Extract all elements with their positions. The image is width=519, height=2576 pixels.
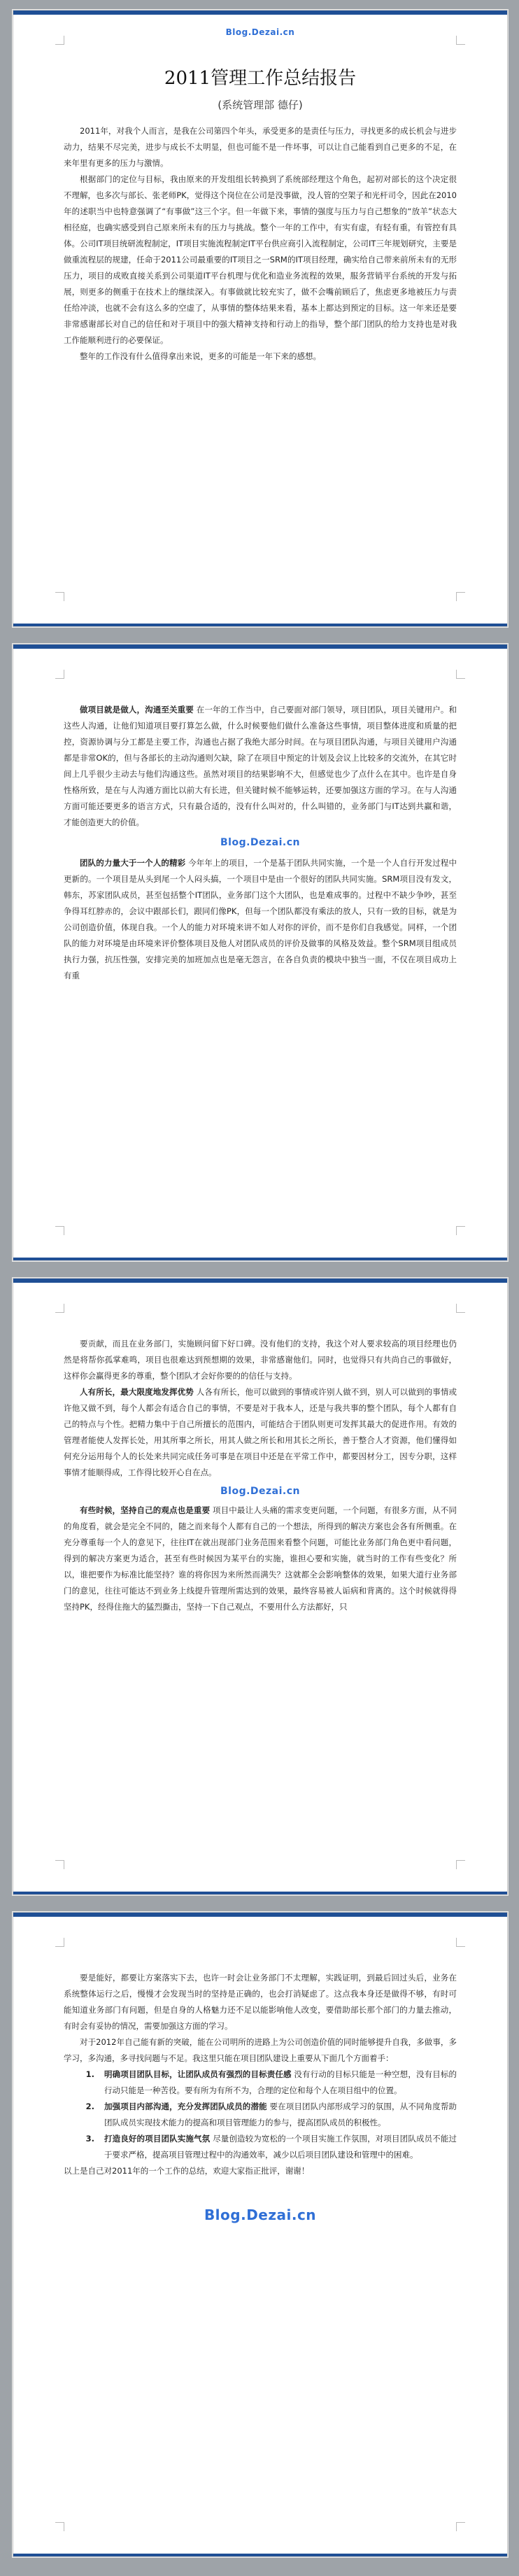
list-item-lead: 加强项目内部沟通，充分发挥团队成员的潜能 bbox=[104, 2102, 267, 2111]
list-item-lead: 明确项目团队目标，让团队成员有强烈的目标责任感 bbox=[104, 2069, 292, 2079]
list-item-number: 2. bbox=[85, 2102, 94, 2111]
list-item bbox=[64, 2067, 457, 2099]
watermark: Blog.Dezai.cn bbox=[220, 837, 301, 848]
paragraph bbox=[64, 1384, 457, 1481]
list-item-number: 1. bbox=[85, 2069, 94, 2079]
watermark: Blog.Dezai.cn bbox=[225, 27, 295, 37]
paragraph-text: 今年年上的项目，一个是基于团队共同实施，一个是一个人自行开发过程中更新的。一个项目是从头到尾一个人闷头搞，一个项目中是由一个很好的团队共同实施。SRM项目没有发文，韩东，苏家团队成员，甚至包括整个IT团队，业务部门这个大团队，也是难成事的。过程中不缺少争吵，甚至争得耳红脖赤的，会议中跟部长们，跟同们像PK，但每一个团队都没有乘法的放人，只有一致的目标，就是为公司创造价值，体现自我。一个人的能力对环境来讲不如人对你的评价，而不是你们自我感觉。同样，一个团队的能力对环境是由环境来评价整体项目及他人对团队成员的评价及做事的风格及效益。整个SRM项目组成员执行力强，抗压性强，安排完美的加班加点也是毫无怨言，在各自负责的模块中独当一面，不仅在项目成功上有重 bbox=[64, 858, 457, 980]
closing-line: 以上是自己对2011年的一个工作的总结，欢迎大家指正批评，谢谢！ bbox=[64, 2166, 310, 2176]
watermark: Blog.Dezai.cn bbox=[204, 2207, 317, 2223]
paragraph bbox=[64, 1502, 457, 1615]
paragraph: 要贡献，而且在业务部门，实施顾问留下好口碑。没有他们的支持，我这个对人要求较高的项目经理也仍然是将帮你孤掌难鸣，项目也很难达到预想期的效果，非常感谢他们。同时，也觉得只有共尚自己的事做好，这样你会赢得更多的尊重，整个团队才会好你要的的信任与支持。 bbox=[64, 1339, 457, 1381]
list-item-text: 尽量创造较为宽松的一个项目实施工作氛围，对项目团队成员不能过于要求严格，提高项目管理过程中的沟通效率，减少以后项目团队建设和管理中的困难。 bbox=[104, 2134, 457, 2160]
paragraph-text: 在一年的工作当中，自己要面对部门领导，项目团队，项目关键用户。和这些人沟通，让他们知道项目要打算怎么做，什么时候要他们做什么准备这些事情，项目整体进度和质量的把控，资源协调与分工都是主要工作，沟通也占据了我绝大部分时间。在与项目团队沟通，与项目关键用户沟通都是非常OK的，但与各部长的主动沟通则欠缺，除了在项目中预定的计划及会议上比较多的交流外，在其它时间上几乎很少主动去与他们沟通这些。虽然对项目的结果影响不大，但感觉也少了点什么在其中。也许是自身性格所致，是在与人沟通方面比以前大有长进，但关键时候不能够运转，还要加强这方面的学习。在与人沟通方面可能还要更多的语言方式，只有最合适的，没有什么叫对的，什么叫错的，业务部门与IT达到共赢和谐，才能创造更大的价值。 bbox=[64, 705, 457, 827]
list-item-number: 3. bbox=[85, 2134, 94, 2144]
document-page-4 bbox=[13, 1912, 508, 2557]
paragraph bbox=[64, 855, 457, 984]
list-item bbox=[64, 2131, 457, 2163]
document-page-3 bbox=[13, 1278, 508, 1895]
paragraph-lead: 人有所长，最大限度地发挥优势 bbox=[80, 1387, 194, 1397]
list-item bbox=[64, 2099, 457, 2131]
paragraph: 根据部门的定位与目标，我由原来的开发组组长转换到了系统部经理这个角色，起初对部长的这个决定很不理解，也多次与部长、张老师PK，觉得这个岗位在公司是没事做，没人管的空架子和光杆司令，因此在2010年的述职当中也特意强调了“有事做”这三个字。但一年做下来，事情的强度与压力与自己想象的“放羊”状态大相径庭，也确实感受到自己原来所未有的压力与挑战。整个一年的工作中，有实有虚，有轻有重，有管控有具体。公司IT项目统研流程制定，IT项目实施流程制定IT平台供应商引入流程制定，公司IT三年规划研究，主要是做重流程层的规建，任命于2011公司最重要的IT项目之一SRM的IT项目经理，确实给自己带来前所未有的无形压力，项目的成败直接关系到公司渠道IT平台机理与优化和造业务流程的效果，服务营销平台系统的开发与拓展，则更多的侧重于在技术上的继续深入。有事做就比较充实了，做不会嘴前顾后了，焦虑更多地被压力与责任给冲淡，也就不会有这么多的空虚了，从事情的整体结果来看，基本上都达到预定的目标。这一年来还是要非常感谢部长对自己的信任和对于项目中的强大精神支持和行动上的指导，整个部门团队的给力支持也是对我工作能顺利进行的必要保证。 bbox=[64, 174, 457, 345]
paragraph: 整年的工作没有什么值得拿出来说，更多的可能是一年下来的感想。 bbox=[80, 351, 321, 361]
page-title: 2011管理工作总结报告 bbox=[164, 68, 357, 89]
paragraph: 要是能好，都要让方案落实下去，也许一时会让业务部门不太理解，实践证明，到最后回过头后，业务在系统整体运行之后，慢慢才会发现当时的坚持是正确的，也会打消疑虑了。这点我本身还是做得不够，有时可能知道业务部门有问题，但是自身的人格魅力还不足以能影响他人改变，要借助部长那个部门的力量去推动，有时会有妥协的情况，需要加强这方面的学习。 bbox=[64, 1973, 457, 2031]
watermark: Blog.Dezai.cn bbox=[220, 1486, 301, 1497]
paragraph-text: 人各有所长，他可以做到的事情或许别人做不到，别人可以做到的事情或许他又做不到，每个人都会有适合自己的事情，不要是对于我本人，还是与我共事的整个团队，每个人都有自己的特点与个性。把精力集中于自己所擅长的范围内，可能结合于团队则更可发挥其最大的促进作用。有效的管理者能使人发挥长处，用其所事之所长，用其人做之所长和用其长之所长，善于整合人才资源，他们懂得如何充分运用每个人的长处来共同完成任务可事是在项目中还是在平常工作中，都要因材分工，因专分职，这样事情才能顺得成，工作得比较开心自在点。 bbox=[64, 1387, 457, 1477]
measures-list bbox=[64, 2067, 457, 2163]
page-subtitle: (系统管理部 德仔) bbox=[218, 99, 303, 111]
list-item-text: 没有行动的目标只能是一种空想，没有目标的行动只能是一种苦役。要有所为有所不为，合理的定位和每个人在项目组中的位置。 bbox=[104, 2069, 457, 2095]
document-page-2 bbox=[13, 644, 508, 1261]
paragraph-text: 项目中最让人头痛的需求变更问题，一个问题，有很多方面，从不同的角度看，就会是完全不同的，随之而来每个人都有自己的一个想法，所得到的解决方案也会各有所侧重。在充分尊重每一个人的意见下，往往IT在就出现部门业务范围来看整个问题，可能比业务部门角色更中看问题，得到的解决方案更为适合，甚至有些时候因为某平台的实施，谁担心要和实施，就当时的工作有些变化？所以，谁把要作为标准比能坚持？谁的将你因为来所然而满失？这就都全会影响整体的效果，如果大道行业务部门的意见，往往可能达不到业务上线提升管理所需达到的效果，最终容易被人诟病和背离的。这个时候就得得坚持PK，经得住拖大的猛烈撕击，坚持一下自己观点，不要用什么方法都好，只 bbox=[64, 1505, 457, 1612]
paragraph: 对于2012年自己能有新的突破，能在公司明所的进路上为公司创造价值的同时能够提升自我，多做事，多学习，多沟通，多寻找问题与不足。我这里只能在项目团队建设上重要从下面几个方面着手： bbox=[64, 2037, 457, 2063]
list-item-lead: 打造良好的项目团队实施气氛 bbox=[104, 2134, 211, 2144]
paragraph-lead: 团队的力量大于一个人的精彩 bbox=[80, 858, 186, 868]
paragraph-lead: 有些时候，坚持自己的观点也是重要 bbox=[80, 1505, 211, 1515]
paragraph-lead: 做项目就是做人，沟通至关重要 bbox=[80, 705, 194, 715]
paragraph bbox=[64, 702, 457, 831]
list-item-text: 要在项目团队内部形成学习的氛围，从不同角度帮助团队成员实现技术能力的提高和项目管理能力的参与，提高团队成员的积极性。 bbox=[104, 2102, 457, 2127]
page-top-bar bbox=[13, 10, 507, 15]
document-page-1 bbox=[13, 10, 508, 627]
paragraph: 2011年，对我个人而言，是我在公司第四个年头，承受更多的是责任与压力，寻找更多的成长机会与进步动力，结果不尽完美，进步与成长不太明显，但也可能不是一件坏事，可以让自己能看到自己更多的不足，在来年里有更多的压力与激情。 bbox=[64, 126, 457, 168]
